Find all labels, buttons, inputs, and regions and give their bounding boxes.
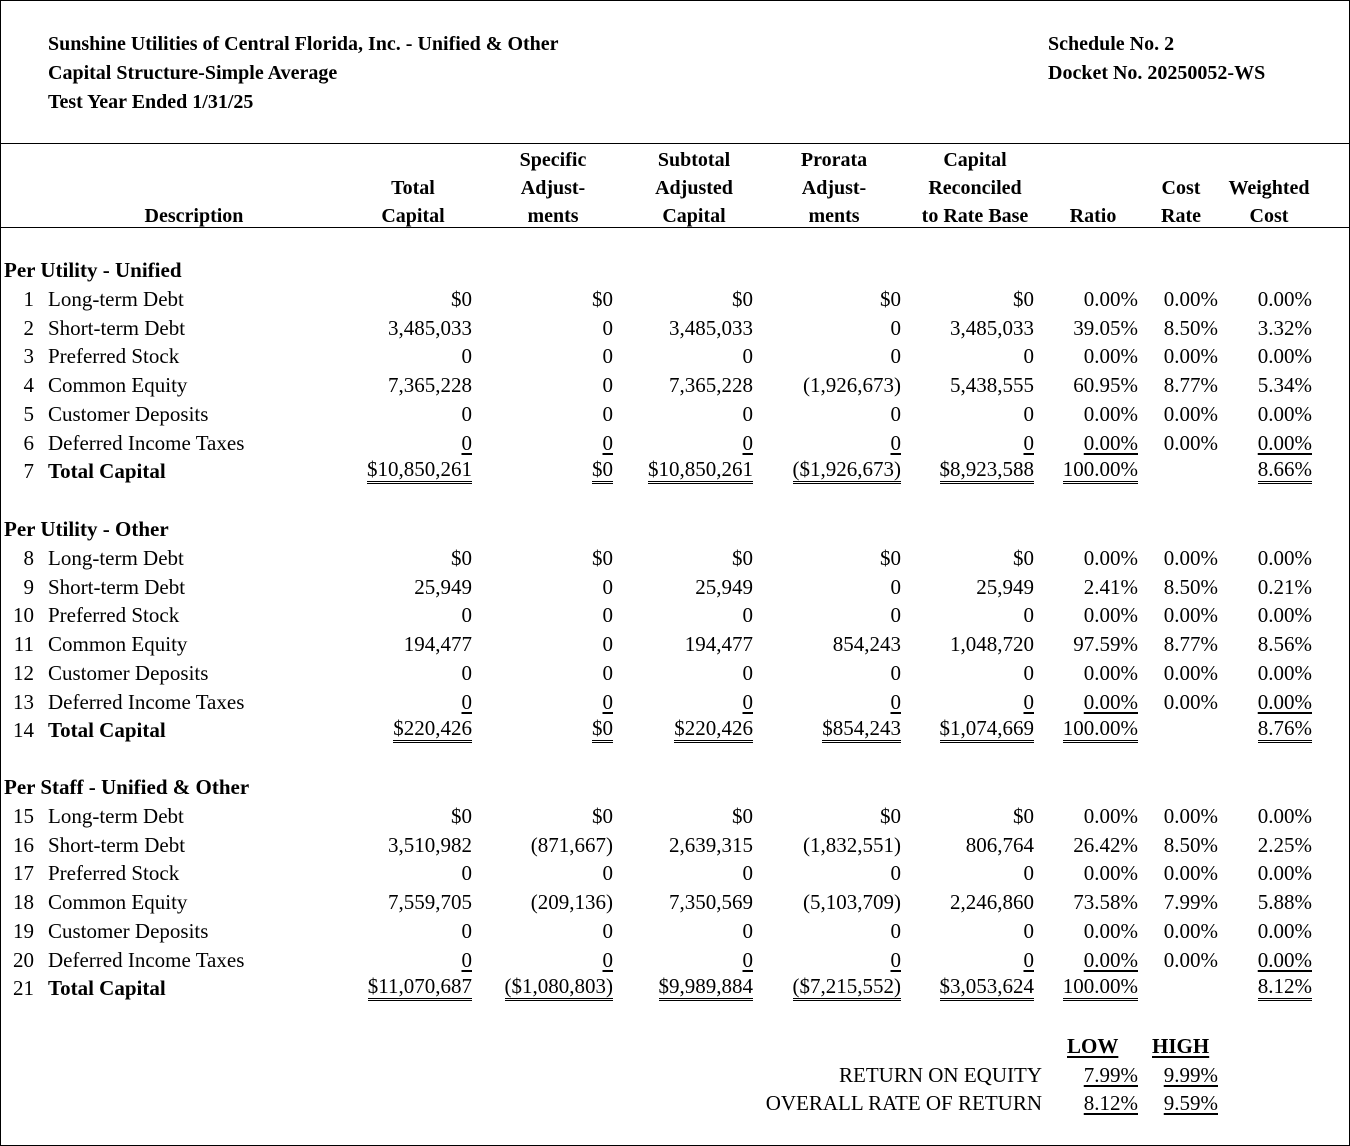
row-description: Common Equity (48, 632, 188, 657)
cell-weighted-cost: 2.25% (1257, 832, 1312, 857)
orr-label: OVERALL RATE OF RETURN (765, 1091, 1042, 1115)
cell-prorata-adjustments: 0 (890, 947, 901, 972)
column-header-weighted-cost: Cost (1249, 205, 1289, 227)
row-description: Customer Deposits (48, 401, 209, 426)
table-row (0, 659, 1350, 688)
cell-cost-rate: 0.00% (1163, 804, 1218, 828)
cell-ratio: 39.05% (1073, 315, 1138, 340)
orr-high: 9.59% (1163, 1091, 1218, 1115)
cell-cost-rate: 0.00% (1163, 546, 1218, 570)
cell-capital-reconciled: 0 (1023, 660, 1034, 685)
cell-prorata-adjustments: 0 (890, 344, 901, 369)
table-row (0, 544, 1350, 573)
cell-ratio: 0.00% (1083, 546, 1138, 570)
cell-subtotal-adjusted-capital: 194,477 (684, 632, 753, 657)
row-description: Preferred Stock (48, 603, 180, 628)
cell-total-capital: $11,070,687 (368, 974, 472, 1001)
cell-prorata-adjustments: $0 (880, 546, 901, 570)
cell-prorata-adjustments: 0 (890, 861, 901, 886)
cell-total-capital: 0 (461, 401, 472, 426)
cell-total-capital: 25,949 (414, 574, 472, 599)
cell-ratio: 2.41% (1083, 574, 1138, 599)
cell-weighted-cost: 0.00% (1257, 546, 1312, 570)
column-header-prorata-adjustments: Prorata (800, 149, 868, 171)
cell-weighted-cost: 0.00% (1257, 660, 1312, 685)
row-description: Deferred Income Taxes (48, 947, 245, 972)
row-description: Preferred Stock (48, 861, 180, 886)
cell-cost-rate: 0.00% (1163, 861, 1218, 886)
cell-ratio: 0.00% (1083, 430, 1138, 455)
line-number: 11 (13, 632, 34, 657)
line-number: 2 (23, 315, 34, 340)
column-header-cost-rate: Rate (1161, 205, 1201, 227)
cell-prorata-adjustments: $0 (880, 804, 901, 828)
cell-capital-reconciled: $8,923,588 (940, 457, 1035, 484)
cell-ratio: 0.00% (1083, 344, 1138, 369)
cell-subtotal-adjusted-capital: 2,639,315 (669, 832, 753, 857)
cell-prorata-adjustments: (1,832,551) (803, 832, 901, 857)
cell-total-capital: 0 (461, 603, 472, 628)
cell-cost-rate: 8.50% (1163, 832, 1218, 857)
line-number: 5 (23, 401, 34, 426)
docket-number: Docket No. 20250052-WS (1048, 62, 1266, 84)
cell-capital-reconciled: 0 (1023, 861, 1034, 886)
row-description: Total Capital (48, 976, 166, 1001)
column-header-specific-adjustments: Specific (519, 149, 587, 171)
cell-cost-rate: 7.99% (1163, 890, 1218, 915)
cell-capital-reconciled: $0 (1013, 804, 1034, 828)
table-row (0, 974, 1350, 1003)
line-number: 15 (13, 804, 34, 828)
row-description: Long-term Debt (48, 546, 184, 570)
cell-specific-adjustments: 0 (602, 430, 613, 455)
line-number: 20 (13, 947, 34, 972)
row-description: Long-term Debt (48, 287, 184, 311)
cell-weighted-cost: 0.00% (1257, 804, 1312, 828)
row-description: Customer Deposits (48, 660, 209, 685)
cell-weighted-cost: 8.76% (1258, 716, 1312, 743)
row-description: Long-term Debt (48, 804, 184, 828)
cell-total-capital: 0 (461, 947, 472, 972)
line-number: 14 (13, 718, 34, 743)
cell-cost-rate: 8.77% (1163, 373, 1218, 398)
column-header-specific-adjustments: Adjust- (520, 177, 586, 199)
cell-specific-adjustments: 0 (602, 373, 613, 398)
cell-total-capital: 0 (461, 861, 472, 886)
line-number: 21 (13, 976, 34, 1001)
column-header-total-capital: Total (391, 177, 435, 199)
table-row (0, 601, 1350, 630)
row-description: Deferred Income Taxes (48, 430, 245, 455)
cell-specific-adjustments: 0 (602, 947, 613, 972)
cell-weighted-cost: 5.34% (1257, 373, 1312, 398)
cell-capital-reconciled: $3,053,624 (940, 974, 1035, 1001)
cell-cost-rate: 8.77% (1163, 632, 1218, 657)
table-row (0, 888, 1350, 917)
row-description: Short-term Debt (48, 832, 186, 857)
cell-ratio: 0.00% (1083, 401, 1138, 426)
table-row (0, 716, 1350, 745)
cell-weighted-cost: 5.88% (1257, 890, 1312, 915)
cell-cost-rate: 0.00% (1163, 947, 1218, 972)
table-row (0, 429, 1350, 458)
column-header-subtotal-adjusted-capital: Adjusted (655, 177, 733, 199)
cell-capital-reconciled: 0 (1023, 947, 1034, 972)
cell-specific-adjustments: 0 (602, 632, 613, 657)
cell-ratio: 60.95% (1073, 373, 1138, 398)
cell-prorata-adjustments: $854,243 (822, 716, 901, 743)
row-description: Common Equity (48, 373, 188, 398)
cell-capital-reconciled: 3,485,033 (950, 315, 1034, 340)
cell-cost-rate: 8.50% (1163, 315, 1218, 340)
cell-specific-adjustments: (871,667) (530, 832, 613, 857)
cell-total-capital: $0 (451, 546, 472, 570)
cell-prorata-adjustments: ($1,926,673) (793, 457, 902, 484)
cell-weighted-cost: 3.32% (1257, 315, 1312, 340)
column-header-capital-reconciled: to Rate Base (921, 205, 1029, 227)
cell-ratio: 0.00% (1083, 603, 1138, 628)
cell-ratio: 0.00% (1083, 947, 1138, 972)
cell-ratio: 0.00% (1083, 287, 1138, 311)
cell-subtotal-adjusted-capital: 25,949 (695, 574, 753, 599)
cell-subtotal-adjusted-capital: $0 (732, 546, 753, 570)
cell-subtotal-adjusted-capital: $0 (732, 287, 753, 311)
cell-weighted-cost: 0.00% (1257, 430, 1312, 455)
cell-capital-reconciled: 0 (1023, 430, 1034, 455)
cell-specific-adjustments: ($1,080,803) (505, 974, 614, 1001)
column-header-subtotal-adjusted-capital: Capital (662, 205, 726, 227)
cell-weighted-cost: 0.00% (1257, 918, 1312, 943)
row-description: Customer Deposits (48, 918, 209, 943)
cell-ratio: 73.58% (1073, 890, 1138, 915)
table-row (0, 285, 1350, 314)
line-number: 6 (23, 430, 34, 455)
line-number: 16 (13, 832, 34, 857)
cell-prorata-adjustments: (5,103,709) (803, 890, 901, 915)
cell-ratio: 26.42% (1073, 832, 1138, 857)
cell-specific-adjustments: 0 (602, 603, 613, 628)
cell-total-capital: $10,850,261 (367, 457, 472, 484)
cell-prorata-adjustments: 0 (890, 660, 901, 685)
cell-capital-reconciled: 5,438,555 (950, 373, 1034, 398)
line-number: 10 (13, 603, 34, 628)
cell-specific-adjustments: $0 (592, 716, 613, 743)
cell-ratio: 100.00% (1063, 457, 1138, 484)
cell-total-capital: 0 (461, 689, 472, 714)
cell-total-capital: 7,559,705 (388, 890, 472, 915)
cell-cost-rate: 0.00% (1163, 918, 1218, 943)
cell-subtotal-adjusted-capital: 0 (742, 947, 753, 972)
line-number: 17 (13, 861, 34, 886)
cell-subtotal-adjusted-capital: $220,426 (674, 716, 753, 743)
line-number: 4 (23, 373, 34, 398)
cell-subtotal-adjusted-capital: $9,989,884 (659, 974, 754, 1001)
cell-ratio: 0.00% (1083, 689, 1138, 714)
table-row (0, 342, 1350, 371)
column-header-capital-reconciled: Capital (943, 149, 1007, 171)
cell-specific-adjustments: 0 (602, 660, 613, 685)
table-row (0, 400, 1350, 429)
table-row (0, 688, 1350, 717)
cell-weighted-cost: 8.12% (1258, 974, 1312, 1001)
cell-capital-reconciled: 1,048,720 (950, 632, 1034, 657)
cell-capital-reconciled: 0 (1023, 344, 1034, 369)
cell-weighted-cost: 0.00% (1257, 287, 1312, 311)
cell-subtotal-adjusted-capital: 0 (742, 603, 753, 628)
cell-subtotal-adjusted-capital: 7,365,228 (669, 373, 753, 398)
table-row (0, 314, 1350, 343)
column-header-specific-adjustments: ments (527, 205, 579, 227)
cell-total-capital: 194,477 (403, 632, 472, 657)
cell-subtotal-adjusted-capital: 0 (742, 918, 753, 943)
cell-prorata-adjustments: 0 (890, 918, 901, 943)
cell-weighted-cost: 0.21% (1257, 574, 1312, 599)
cell-subtotal-adjusted-capital: 3,485,033 (669, 315, 753, 340)
cell-total-capital: $0 (451, 287, 472, 311)
cell-prorata-adjustments: ($7,215,552) (793, 974, 902, 1001)
line-number: 3 (23, 344, 34, 369)
row-description: Preferred Stock (48, 344, 180, 369)
cell-subtotal-adjusted-capital: $10,850,261 (648, 457, 753, 484)
table-row (0, 917, 1350, 946)
table-row (0, 371, 1350, 400)
column-header-prorata-adjustments: Adjust- (801, 177, 867, 199)
column-header-cost-rate: Cost (1161, 177, 1201, 199)
cell-prorata-adjustments: 0 (890, 603, 901, 628)
cell-capital-reconciled: 2,246,860 (950, 890, 1034, 915)
cell-cost-rate: 0.00% (1163, 344, 1218, 369)
cell-cost-rate: 0.00% (1163, 660, 1218, 685)
row-description: Short-term Debt (48, 315, 186, 340)
line-number: 18 (13, 890, 34, 915)
cell-total-capital: 0 (461, 430, 472, 455)
column-header-ratio: Ratio (1069, 205, 1117, 227)
cell-specific-adjustments: 0 (602, 315, 613, 340)
cell-capital-reconciled: 0 (1023, 401, 1034, 426)
line-number: 13 (13, 689, 34, 714)
cell-specific-adjustments: 0 (602, 918, 613, 943)
cell-capital-reconciled: $0 (1013, 287, 1034, 311)
cell-cost-rate: 8.50% (1163, 574, 1218, 599)
cell-prorata-adjustments: 0 (890, 315, 901, 340)
cell-cost-rate: 0.00% (1163, 430, 1218, 455)
cell-capital-reconciled: $1,074,669 (940, 716, 1035, 743)
roe-high: 9.99% (1163, 1063, 1218, 1087)
cell-cost-rate: 0.00% (1163, 287, 1218, 311)
section-title: Per Staff - Unified & Other (4, 775, 250, 799)
table-row (0, 831, 1350, 860)
cell-subtotal-adjusted-capital: 0 (742, 689, 753, 714)
cell-ratio: 0.00% (1083, 804, 1138, 828)
column-header-capital-reconciled: Reconciled (928, 177, 1022, 199)
cell-subtotal-adjusted-capital: $0 (732, 804, 753, 828)
row-description: Short-term Debt (48, 574, 186, 599)
cell-capital-reconciled: 25,949 (976, 574, 1034, 599)
cell-total-capital: 0 (461, 344, 472, 369)
cell-specific-adjustments: 0 (602, 344, 613, 369)
cell-total-capital: $220,426 (393, 716, 472, 743)
cell-subtotal-adjusted-capital: 0 (742, 344, 753, 369)
cell-capital-reconciled: 0 (1023, 689, 1034, 714)
table-row (0, 630, 1350, 659)
roe-label: RETURN ON EQUITY (839, 1063, 1042, 1087)
cell-prorata-adjustments: 0 (890, 430, 901, 455)
cell-prorata-adjustments: 0 (890, 401, 901, 426)
cell-specific-adjustments: (209,136) (530, 890, 613, 915)
cell-capital-reconciled: 806,764 (965, 832, 1034, 857)
cell-total-capital: 3,510,982 (388, 832, 472, 857)
cell-subtotal-adjusted-capital: 7,350,569 (669, 890, 753, 915)
cell-prorata-adjustments: 0 (890, 689, 901, 714)
column-header-weighted-cost: Weighted (1228, 177, 1310, 199)
header-divider (1, 143, 1349, 144)
orr-low: 8.12% (1083, 1091, 1138, 1115)
table-row (0, 457, 1350, 486)
cell-prorata-adjustments: 854,243 (832, 632, 901, 657)
row-description: Total Capital (48, 459, 166, 484)
cell-weighted-cost: 0.00% (1257, 947, 1312, 972)
row-description: Common Equity (48, 890, 188, 915)
high-header: HIGH (1152, 1034, 1210, 1058)
cell-ratio: 0.00% (1083, 918, 1138, 943)
cell-cost-rate: 0.00% (1163, 401, 1218, 426)
cell-specific-adjustments: 0 (602, 861, 613, 886)
cell-ratio: 97.59% (1073, 632, 1138, 657)
cell-capital-reconciled: $0 (1013, 546, 1034, 570)
section-title: Per Utility - Unified (4, 258, 182, 282)
cell-total-capital: 3,485,033 (388, 315, 472, 340)
cell-specific-adjustments: $0 (592, 804, 613, 828)
cell-specific-adjustments: 0 (602, 401, 613, 426)
table-row (0, 859, 1350, 888)
cell-subtotal-adjusted-capital: 0 (742, 861, 753, 886)
table-row (0, 573, 1350, 602)
cell-subtotal-adjusted-capital: 0 (742, 401, 753, 426)
cell-ratio: 100.00% (1063, 716, 1138, 743)
cell-weighted-cost: 8.56% (1257, 632, 1312, 657)
cell-capital-reconciled: 0 (1023, 918, 1034, 943)
table-row (0, 946, 1350, 975)
column-header-prorata-adjustments: ments (808, 205, 860, 227)
column-header-description: Description (144, 205, 244, 227)
line-number: 1 (23, 287, 34, 311)
cell-specific-adjustments: 0 (602, 689, 613, 714)
schedule-subtitle: Capital Structure-Simple Average (48, 62, 338, 84)
cell-capital-reconciled: 0 (1023, 603, 1034, 628)
row-description: Total Capital (48, 718, 166, 743)
cell-specific-adjustments: 0 (602, 574, 613, 599)
cell-total-capital: 0 (461, 660, 472, 685)
cell-ratio: 0.00% (1083, 861, 1138, 886)
table-row (0, 802, 1350, 831)
cell-prorata-adjustments: 0 (890, 574, 901, 599)
roe-low: 7.99% (1083, 1063, 1138, 1087)
cell-prorata-adjustments: (1,926,673) (803, 373, 901, 398)
cell-cost-rate: 0.00% (1163, 603, 1218, 628)
row-description: Deferred Income Taxes (48, 689, 245, 714)
cell-ratio: 0.00% (1083, 660, 1138, 685)
test-year: Test Year Ended 1/31/25 (48, 91, 254, 113)
cell-weighted-cost: 0.00% (1257, 344, 1312, 369)
cell-weighted-cost: 0.00% (1257, 861, 1312, 886)
cell-subtotal-adjusted-capital: 0 (742, 660, 753, 685)
cell-total-capital: 0 (461, 918, 472, 943)
line-number: 9 (23, 574, 34, 599)
section-title: Per Utility - Other (4, 517, 169, 541)
cell-prorata-adjustments: $0 (880, 287, 901, 311)
cell-total-capital: $0 (451, 804, 472, 828)
column-header-subtotal-adjusted-capital: Subtotal (657, 149, 731, 171)
cell-cost-rate: 0.00% (1163, 689, 1218, 714)
low-header: LOW (1067, 1034, 1119, 1058)
column-header-total-capital: Capital (381, 205, 445, 227)
cell-weighted-cost: 0.00% (1257, 401, 1312, 426)
schedule-number: Schedule No. 2 (1048, 33, 1175, 55)
cell-weighted-cost: 0.00% (1257, 689, 1312, 714)
line-number: 7 (23, 459, 34, 484)
cell-ratio: 100.00% (1063, 974, 1138, 1001)
cell-specific-adjustments: $0 (592, 287, 613, 311)
cell-total-capital: 7,365,228 (388, 373, 472, 398)
cell-weighted-cost: 8.66% (1258, 457, 1312, 484)
cell-specific-adjustments: $0 (592, 457, 613, 484)
cell-weighted-cost: 0.00% (1257, 603, 1312, 628)
line-number: 19 (13, 918, 34, 943)
company-name: Sunshine Utilities of Central Florida, Inc. - Unified & Other (48, 33, 559, 55)
line-number: 12 (13, 660, 34, 685)
cell-specific-adjustments: $0 (592, 546, 613, 570)
line-number: 8 (23, 546, 34, 570)
cell-subtotal-adjusted-capital: 0 (742, 430, 753, 455)
